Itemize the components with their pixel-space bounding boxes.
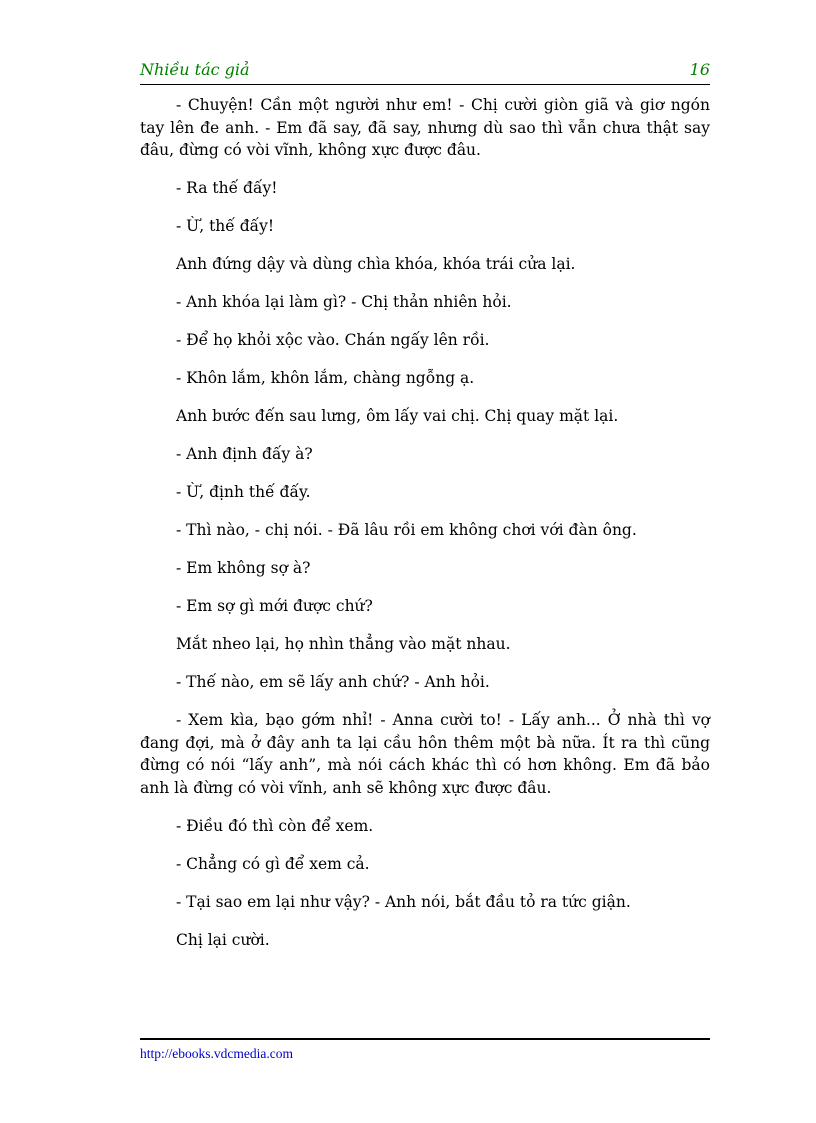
paragraph: - Thế nào, em sẽ lấy anh chứ? - Anh hỏi. <box>176 673 490 691</box>
paragraph: - Em sợ gì mới được chứ? <box>176 597 373 615</box>
paragraph: - Khôn lắm, khôn lắm, chàng ngỗng ạ. <box>176 369 475 387</box>
paragraph: - Điều đó thì còn để xem. <box>176 816 374 835</box>
paragraph: Chị lại cười. <box>176 930 270 949</box>
paragraph: - Để họ khỏi xộc vào. Chán ngấy lên rồi. <box>176 331 490 349</box>
page-body <box>140 94 710 967</box>
paragraph: - Chuyện! Cần một người như em! - Chị cười giòn giã và giơ ngón tay lên đe anh. - Em đã say, đã say, nhưng dù sao thì vẫn chưa thật say đâu, đừng có vòi vĩnh, không xực được đâu. <box>140 96 710 159</box>
footer-divider <box>140 1038 710 1040</box>
header-author: Nhiều tác giả <box>140 60 250 79</box>
paragraph: - Xem kìa, bạo gớm nhỉ! - Anna cười to! - Lấy anh... Ở nhà thì vợ đang đợi, mà ở đây anh ta lại cầu hôn thêm một bà nữa. Ít ra thì cũng đừng có nói “lấy anh”, mà nói cách khác thì có hơn không. Em đã bảo anh là đừng có vòi vĩnh, anh sẽ không xực được đâu. <box>140 711 710 797</box>
footer-link[interactable]: http://ebooks.vdcmedia.com <box>140 1046 293 1061</box>
paragraph: - Thì nào, - chị nói. - Đã lâu rồi em không chơi với đàn ông. <box>176 521 637 539</box>
paragraph: - Anh khóa lại làm gì? - Chị thản nhiên hỏi. <box>176 293 512 311</box>
paragraph: Anh đứng dậy và dùng chìa khóa, khóa trái cửa lại. <box>176 255 576 273</box>
paragraph: - Anh định đấy à? <box>176 445 313 463</box>
paragraph: Anh bước đến sau lưng, ôm lấy vai chị. Chị quay mặt lại. <box>176 407 619 425</box>
page-number: 16 <box>689 60 710 79</box>
paragraph: Mắt nheo lại, họ nhìn thẳng vào mặt nhau. <box>176 635 511 653</box>
paragraph: - Tại sao em lại như vậy? - Anh nói, bắt đầu tỏ ra tức giận. <box>176 892 631 911</box>
paragraph: - Ừ, định thế đấy. <box>176 483 311 501</box>
paragraph: - Chẳng có gì để xem cả. <box>176 854 370 873</box>
paragraph: - Ra thế đấy! <box>176 179 278 197</box>
paragraph: - Em không sợ à? <box>176 559 311 577</box>
paragraph: - Ừ, thế đấy! <box>176 217 275 235</box>
page-header <box>140 60 710 85</box>
